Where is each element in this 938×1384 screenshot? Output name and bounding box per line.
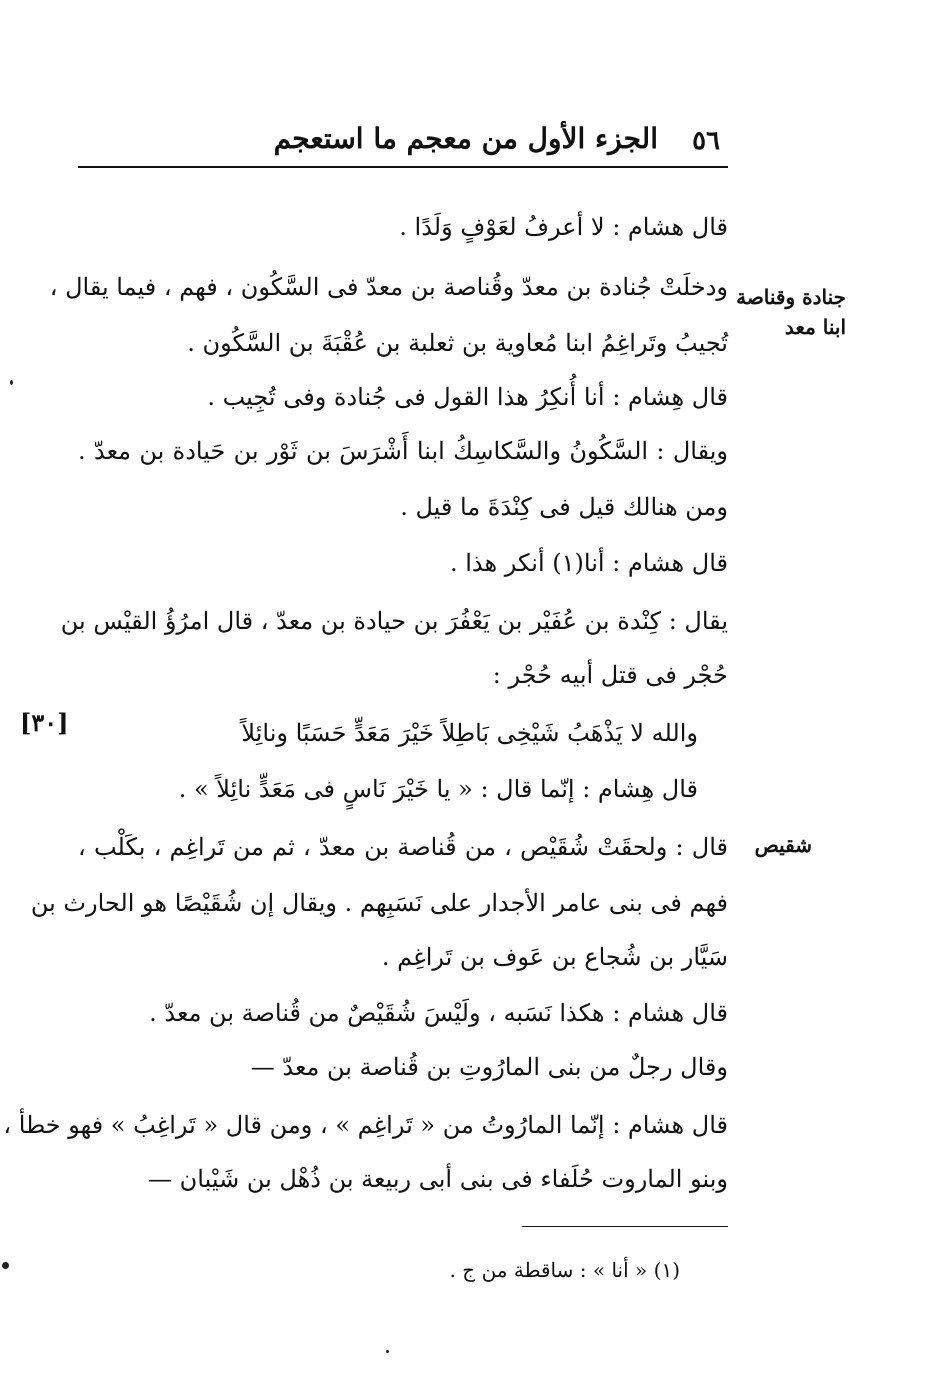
text-line: قال هشام : هكذا نَسَبه ، ولَيْسَ شُقَيْصٌ من قُناصة بن معدّ . bbox=[149, 999, 728, 1027]
text-line: فهم فى بنى عامر الأجدار على نَسَبِهم . ويقال إن شُقَيْصًا هو الحارث بن bbox=[30, 889, 728, 917]
footnote-rule bbox=[522, 1226, 728, 1227]
text-line: سَيَّار بن شُجاع بن عَوف بن تَراغِم . bbox=[381, 943, 728, 971]
book-title: الجزء الأول من معجم ما استعجم bbox=[273, 122, 658, 155]
scan-speck bbox=[2, 1262, 9, 1269]
scan-speck bbox=[386, 1350, 389, 1353]
verse-line: والله لا يَذْهَبُ شَيْخِى بَاطِلاً خَيْرَ مَعَدٍّ حَسَبًا ونائِلاً bbox=[241, 719, 698, 747]
text-line: قال هِشام : إنّما قال : « يا خَيْرَ نَاسٍ فى مَعَدٍّ نائِلاً » . bbox=[178, 775, 698, 803]
text-line: ودخلَتْ جُنادة بن معدّ وقُناصة بن معدّ فى السَّكُون ، فهم ، فيما يقال ، bbox=[49, 273, 728, 301]
running-head bbox=[260, 118, 720, 166]
verse-number-marker: [٣٠] bbox=[20, 708, 69, 737]
margin-note-junada-line1: جنادة وقناصة bbox=[736, 285, 846, 309]
text-line: ومن هنالك قيل فى كِنْدَةَ ما قيل . bbox=[400, 493, 728, 521]
text-line: قال هشام : أنا(١) أنكر هذا . bbox=[449, 549, 728, 577]
text-line: قال هشام : لا أعرفُ لعَوْفٍ وَلَدًا . bbox=[399, 213, 728, 241]
margin-note-junada bbox=[736, 282, 846, 342]
text-line: ويقال : السَّكُونُ والسَّكاسِكُ ابنا أَشْرَسَ بن ثَوْر بن حَيادة بن معدّ . bbox=[78, 437, 728, 465]
text-line: وقال رجلٌ من بنى المارُوتِ بن قُناصة بن معدّ — bbox=[250, 1053, 728, 1081]
text-line: تُجيبُ وتَراغِمُ ابنا مُعاوية بن ثعلبة بن عُقْبَةَ بن السَّكُون . bbox=[187, 329, 728, 357]
footnote: (١) « أنا » : ساقطة من ج . bbox=[449, 1258, 680, 1282]
scan-speck bbox=[10, 380, 13, 385]
text-line: قال هِشام : أنا أُنكِرُ هذا القول فى جُنادة وفى تُجِيب . bbox=[207, 383, 728, 411]
text-line: حُجْر فى قتل أبيه حُجْر : bbox=[492, 661, 728, 689]
text-line: يقال : كِنْدة بن عُفَيْر بن يَعْفُرَ بن حيادة بن معدّ ، قال امرُؤُ القيْس بن bbox=[60, 607, 728, 635]
text-line: وبنو الماروت حُلَفاء فى بنى أبى ربيعة بن ذُهْل بن شَيْبان — bbox=[148, 1165, 728, 1193]
text-line: قال : ولحقَتْ شُقَيْص ، من قُناصة بن معدّ ، ثم من تَراغِم ، بكَلْب ، bbox=[78, 833, 728, 861]
text-line: قال هشام : إنّما المارُوتُ من « تَراغِم » ، ومن قال « تَراغِبُ » فهو خطأ ، bbox=[3, 1111, 728, 1139]
margin-note-junada-line2: ابنا معد bbox=[784, 315, 846, 339]
margin-note-shuqays: شقيص bbox=[754, 833, 812, 857]
header-rule bbox=[78, 166, 728, 168]
page-number: ٥٦ bbox=[692, 126, 720, 156]
